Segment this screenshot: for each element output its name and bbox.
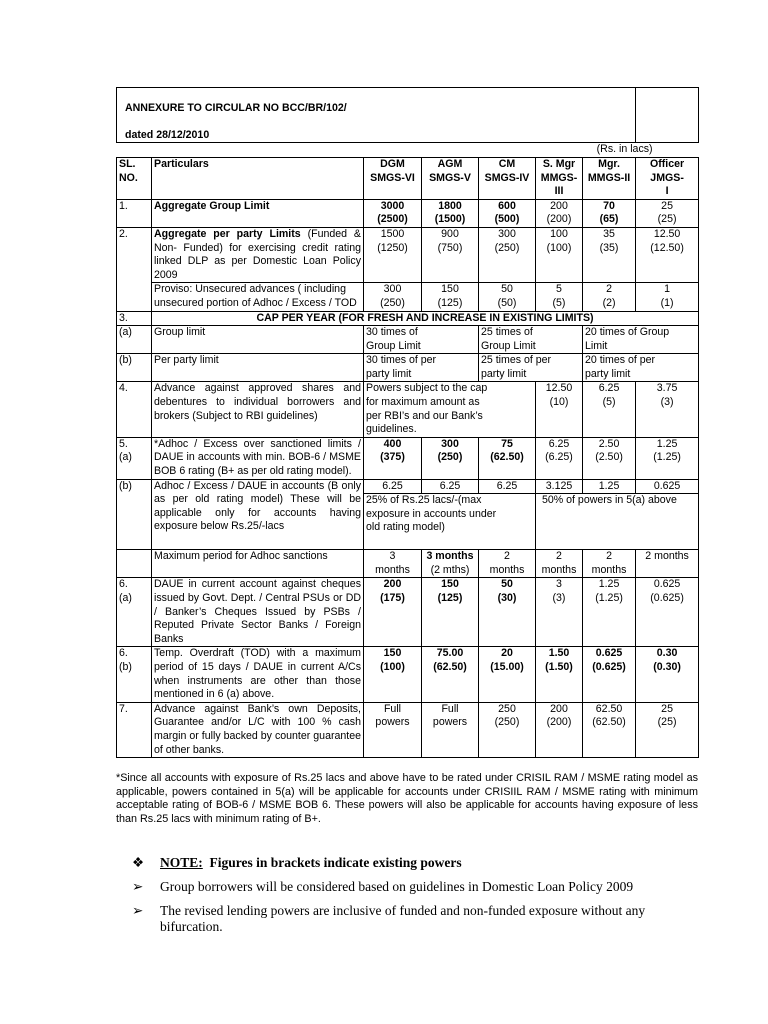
sl-cell: (a)	[117, 326, 152, 354]
sl-cell: (b)	[117, 354, 152, 382]
particulars-cell: Per party limit	[152, 354, 364, 382]
table-row	[117, 647, 699, 702]
title-blank-cell	[636, 88, 699, 143]
particulars-cell: Temp. Overdraft (TOD) with a maximum period of 15 days / DAUE in current A/Cs when instruments are other than those mentioned in 6 (a) above.	[152, 647, 364, 702]
mgr-officer-cell: 20 times of Group Limit	[583, 326, 699, 354]
agm-existing: (2 mths)	[430, 563, 470, 576]
dgm-cell: 300 (250)	[364, 283, 422, 311]
agm-cell: 6.25	[422, 479, 479, 494]
sl-cell-empty	[117, 550, 152, 578]
table-row	[117, 578, 699, 647]
particulars-bold: Aggregate per party Limits	[154, 227, 301, 240]
smgr-cell: 5 (5)	[536, 283, 583, 311]
officer-cell: 0.625	[636, 479, 699, 494]
header-row	[117, 157, 699, 199]
table-row	[117, 199, 699, 227]
note-left-cell: 25% of Rs.25 lacs/-(max exposure in accounts under old rating model)	[364, 494, 536, 550]
officer-cell: 25 (25)	[636, 702, 699, 757]
list-item	[132, 903, 692, 935]
sl-cell: 7.	[117, 702, 152, 757]
arrow-bullet-icon: ➢	[132, 903, 144, 918]
sl-cell: 4.	[117, 382, 152, 437]
particulars-cell	[152, 227, 364, 282]
particulars-cell: *Adhoc / Excess over sanctioned limits / DAUE in accounts with min. BOB-6 / MSME BOB 6 rating (B+ as per old rating model).	[152, 437, 364, 479]
mgr-cell: 1.25 (1.25)	[583, 578, 636, 647]
table-row	[117, 227, 699, 282]
circular-number: ANNEXURE TO CIRCULAR NO BCC/BR/102/	[125, 101, 347, 114]
smgr-cell: 200 (200)	[536, 199, 583, 227]
mgr-cell: 0.625 (0.625)	[583, 647, 636, 702]
agm-cell: 300 (250)	[422, 437, 479, 479]
sl-cell: 2.	[117, 227, 152, 282]
table-row	[117, 437, 699, 479]
col-sl-no: SL. NO.	[117, 157, 152, 199]
mgr-cell: 35 (35)	[583, 227, 636, 282]
footnote: *Since all accounts with exposure of Rs.25 lacs and above have to be rated under CRISIL RAM / MSME rating model as applicable, powers contained in 5(a) will be applicable for accounts under CRISIIL RAM / MSME rating with minimum acceptable rating of BOB-6 / MSME BOB 6. These powers will also be applicable for accounts having exposure of less than Rs.25 lacs with minimum rating of B+.	[116, 772, 698, 825]
officer-cell: 1 (1)	[636, 283, 699, 311]
sl-cell: 3.	[117, 311, 152, 326]
particulars-cell: Aggregate Group Limit	[152, 199, 364, 227]
mgr-cell: 1.25	[583, 479, 636, 494]
mgr-value: 70 (65)	[599, 199, 619, 226]
arrow-bullet-icon: ➢	[132, 879, 144, 894]
cm-smgr-cell: 25 times of Group Limit	[479, 326, 583, 354]
particulars-cell: Adhoc / Excess / DAUE in accounts (B only as per old rating model) These will be applicable only for accounts having exposure below Rs.25/-lacs	[152, 479, 364, 550]
table-row	[117, 479, 699, 494]
dgm-cell: 1500 (1250)	[364, 227, 422, 282]
smgr-cell: 6.25 (6.25)	[536, 437, 583, 479]
agm-cell	[422, 550, 479, 578]
officer-cell: 25 (25)	[636, 199, 699, 227]
col-cm: CM SMGS-IV	[479, 157, 536, 199]
list-item-text: The revised lending powers are inclusive of funded and non-funded exposure without any bifurcation.	[160, 903, 646, 934]
officer-cell: 12.50 (12.50)	[636, 227, 699, 282]
mgr-cell	[583, 199, 636, 227]
col-dgm: DGM SMGS-VI	[364, 157, 422, 199]
mgr-cell: 2 months	[583, 550, 636, 578]
cm-smgr-cell: 25 times of per party limit	[479, 354, 583, 382]
table-row	[117, 283, 699, 311]
cm-cell: 20 (15.00)	[479, 647, 536, 702]
cm-value: 600 (500)	[494, 199, 520, 226]
agm-cell: 150 (125)	[422, 578, 479, 647]
col-particulars: Particulars	[152, 157, 364, 199]
sl-cell: 1.	[117, 199, 152, 227]
particulars-cell: Maximum period for Adhoc sanctions	[152, 550, 364, 578]
particulars-cell: Proviso: Unsecured advances ( including unsecured portion of Adhoc / Excess / TOD	[152, 283, 364, 311]
mgr-cell: 2.50 (2.50)	[583, 437, 636, 479]
smgr-cell: 2 months	[536, 550, 583, 578]
particulars-rest: (Funded & Non- Funded) for exercising credit rating linked DLP as per Domestic Loan Policy 2009	[154, 227, 361, 281]
table-row	[117, 326, 699, 354]
officer-cell: 0.625 (0.625)	[636, 578, 699, 647]
agm-cell: 75.00 (62.50)	[422, 647, 479, 702]
smgr-cell: 3.125	[536, 479, 583, 494]
table-row	[117, 382, 699, 437]
sl-cell: (b)	[117, 479, 152, 550]
cap-per-year-heading: CAP PER YEAR (FOR FRESH AND INCREASE IN EXISTING LIMITS)	[152, 311, 699, 326]
dgm-cell: 400 (375)	[364, 437, 422, 479]
dgm-cell	[364, 199, 422, 227]
dgm-agm-cm-cell: Powers subject to the cap for maximum amount as per RBI’s and our Bank’s guidelines.	[364, 382, 536, 437]
sl-cell: 5. (a)	[117, 437, 152, 479]
mgr-cell: 62.50 (62.50)	[583, 702, 636, 757]
col-mgr: Mgr. MMGS-II	[583, 157, 636, 199]
note-body: Figures in brackets indicate existing powers	[209, 855, 462, 870]
dgm-cell: 3 months	[364, 550, 422, 578]
note-label: NOTE:	[160, 855, 203, 870]
note-row	[132, 855, 692, 871]
notes-section	[132, 855, 692, 943]
particulars-cell: Advance against approved shares and debentures to individual borrowers and brokers (Subject to RBI guidelines)	[152, 382, 364, 437]
particulars-cell: Advance against Bank’s own Deposits, Guarantee and/or L/C with 100 % cash margin or fully backed by counter guarantee of other banks.	[152, 702, 364, 757]
cm-cell: 300 (250)	[479, 227, 536, 282]
dgm-cell: 200 (175)	[364, 578, 422, 647]
title-row	[117, 88, 699, 143]
cm-cell	[479, 199, 536, 227]
mgr-cell: 6.25 (5)	[583, 382, 636, 437]
agm-months: 3 months	[426, 550, 474, 563]
diamond-bullet-icon: ❖	[132, 855, 145, 870]
table-row	[117, 311, 699, 326]
dgm-cell: Full powers	[364, 702, 422, 757]
smgr-cell: 1.50 (1.50)	[536, 647, 583, 702]
agm-cell	[422, 199, 479, 227]
list-item	[132, 879, 692, 895]
cm-cell: 6.25	[479, 479, 536, 494]
table-row	[117, 702, 699, 757]
note-text	[160, 855, 462, 871]
sl-cell: 6. (a)	[117, 578, 152, 647]
cm-cell: 75 (62.50)	[479, 437, 536, 479]
sl-cell: 6. (b)	[117, 647, 152, 702]
cm-cell: 2 months	[479, 550, 536, 578]
dgm-agm-cell: 30 times of Group Limit	[364, 326, 479, 354]
agm-value: 1800 (1500)	[434, 199, 466, 226]
lending-powers-table	[116, 87, 699, 758]
agm-cell: 900 (750)	[422, 227, 479, 282]
dgm-cell: 150 (100)	[364, 647, 422, 702]
dgm-cell: 6.25	[364, 479, 422, 494]
cm-cell: 250 (250)	[479, 702, 536, 757]
circular-title	[117, 88, 636, 143]
sl-cell-empty	[117, 283, 152, 311]
dgm-agm-cell: 30 times of per party limit	[364, 354, 479, 382]
note-right-cell: 50% of powers in 5(a) above	[536, 494, 699, 550]
table-row	[117, 550, 699, 578]
smgr-cell: 100 (100)	[536, 227, 583, 282]
circular-date: dated 28/12/2010	[125, 128, 210, 141]
mgr-cell: 2 (2)	[583, 283, 636, 311]
smgr-cell: 3 (3)	[536, 578, 583, 647]
particulars-cell: Group limit	[152, 326, 364, 354]
mgr-officer-cell: 20 times of per party limit	[583, 354, 699, 382]
officer-cell: 1.25 (1.25)	[636, 437, 699, 479]
list-item-text: Group borrowers will be considered based on guidelines in Domestic Loan Policy 2009	[160, 879, 634, 894]
table-row	[117, 354, 699, 382]
officer-cell: 2 months	[636, 550, 699, 578]
agm-cell: Full powers	[422, 702, 479, 757]
smgr-cell: 200 (200)	[536, 702, 583, 757]
officer-cell: 3.75 (3)	[636, 382, 699, 437]
officer-cell: 0.30 (0.30)	[636, 647, 699, 702]
unit-row	[117, 143, 699, 158]
agm-cell: 150 (125)	[422, 283, 479, 311]
smgr-cell: 12.50 (10)	[536, 382, 583, 437]
col-agm: AGM SMGS-V	[422, 157, 479, 199]
unit-label: (Rs. in lacs)	[596, 143, 653, 156]
particulars-cell: DAUE in current account against cheques issued by Govt. Dept. / Central PSUs or DD / Banker’s Cheques Issued by PSBs / Reputed Private Sector Banks / Foreign Banks	[152, 578, 364, 647]
col-smgr: S. Mgr MMGS- III	[536, 157, 583, 199]
cm-cell: 50 (50)	[479, 283, 536, 311]
col-officer: Officer JMGS- I	[636, 157, 699, 199]
cm-cell: 50 (30)	[479, 578, 536, 647]
dgm-value: 3000 (2500)	[377, 199, 408, 226]
